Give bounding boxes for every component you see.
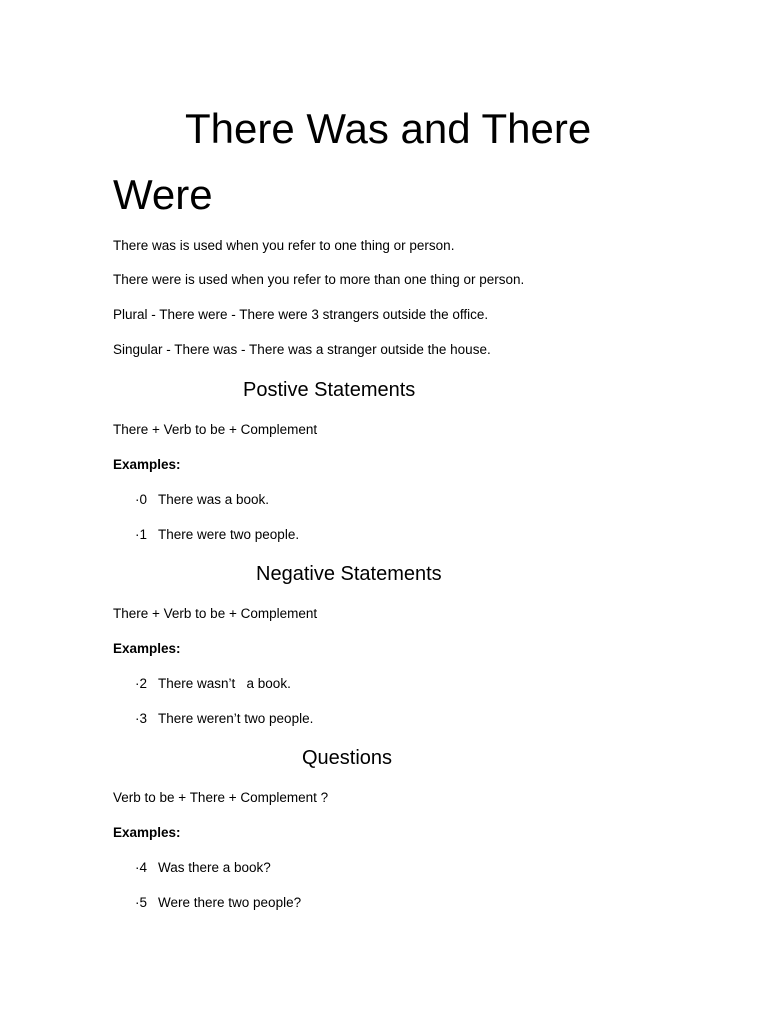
formula-negative: There + Verb to be + Complement xyxy=(113,606,318,621)
list-item-text: There was a book. xyxy=(158,492,270,507)
examples-label-negative: Examples: xyxy=(113,641,181,656)
intro-paragraph-4: Singular - There was - There was a stranger outside the house. xyxy=(113,342,491,357)
intro-paragraph-3: Plural - There were - There were 3 strangers outside the office. xyxy=(113,307,489,322)
formula-positive: There + Verb to be + Complement xyxy=(113,422,318,437)
list-item xyxy=(135,859,271,877)
intro-paragraph-2: There were is used when you refer to more than one thing or person. xyxy=(113,272,525,287)
list-item-text: Were there two people? xyxy=(158,895,302,910)
list-item-text: Was there a book? xyxy=(158,860,271,875)
list-item xyxy=(135,894,301,912)
list-item-text: There wasn’t a book. xyxy=(158,676,291,691)
list-item-number: ·3 xyxy=(135,711,148,726)
list-item-number: ·4 xyxy=(135,860,148,875)
intro-paragraph-1: There was is used when you refer to one thing or person. xyxy=(113,238,455,253)
section-heading-negative: Negative Statements xyxy=(256,563,442,585)
examples-label-questions: Examples: xyxy=(113,825,181,840)
section-heading-positive: Postive Statements xyxy=(243,379,416,401)
examples-label-positive: Examples: xyxy=(113,457,181,472)
list-item xyxy=(135,526,299,544)
list-item-text: There were two people. xyxy=(158,527,300,542)
list-item-number: ·1 xyxy=(135,527,148,542)
list-item-number: ·2 xyxy=(135,676,148,691)
list-item xyxy=(135,710,313,728)
list-item xyxy=(135,675,291,693)
document-title: There Was and There Were xyxy=(113,105,592,218)
section-heading-questions: Questions xyxy=(302,747,393,769)
list-item-text: There weren’t two people. xyxy=(158,711,314,726)
formula-questions: Verb to be + There + Complement ? xyxy=(113,790,329,805)
list-item-number: ·5 xyxy=(135,895,148,910)
list-item-number: ·0 xyxy=(135,492,148,507)
list-item xyxy=(135,491,269,509)
